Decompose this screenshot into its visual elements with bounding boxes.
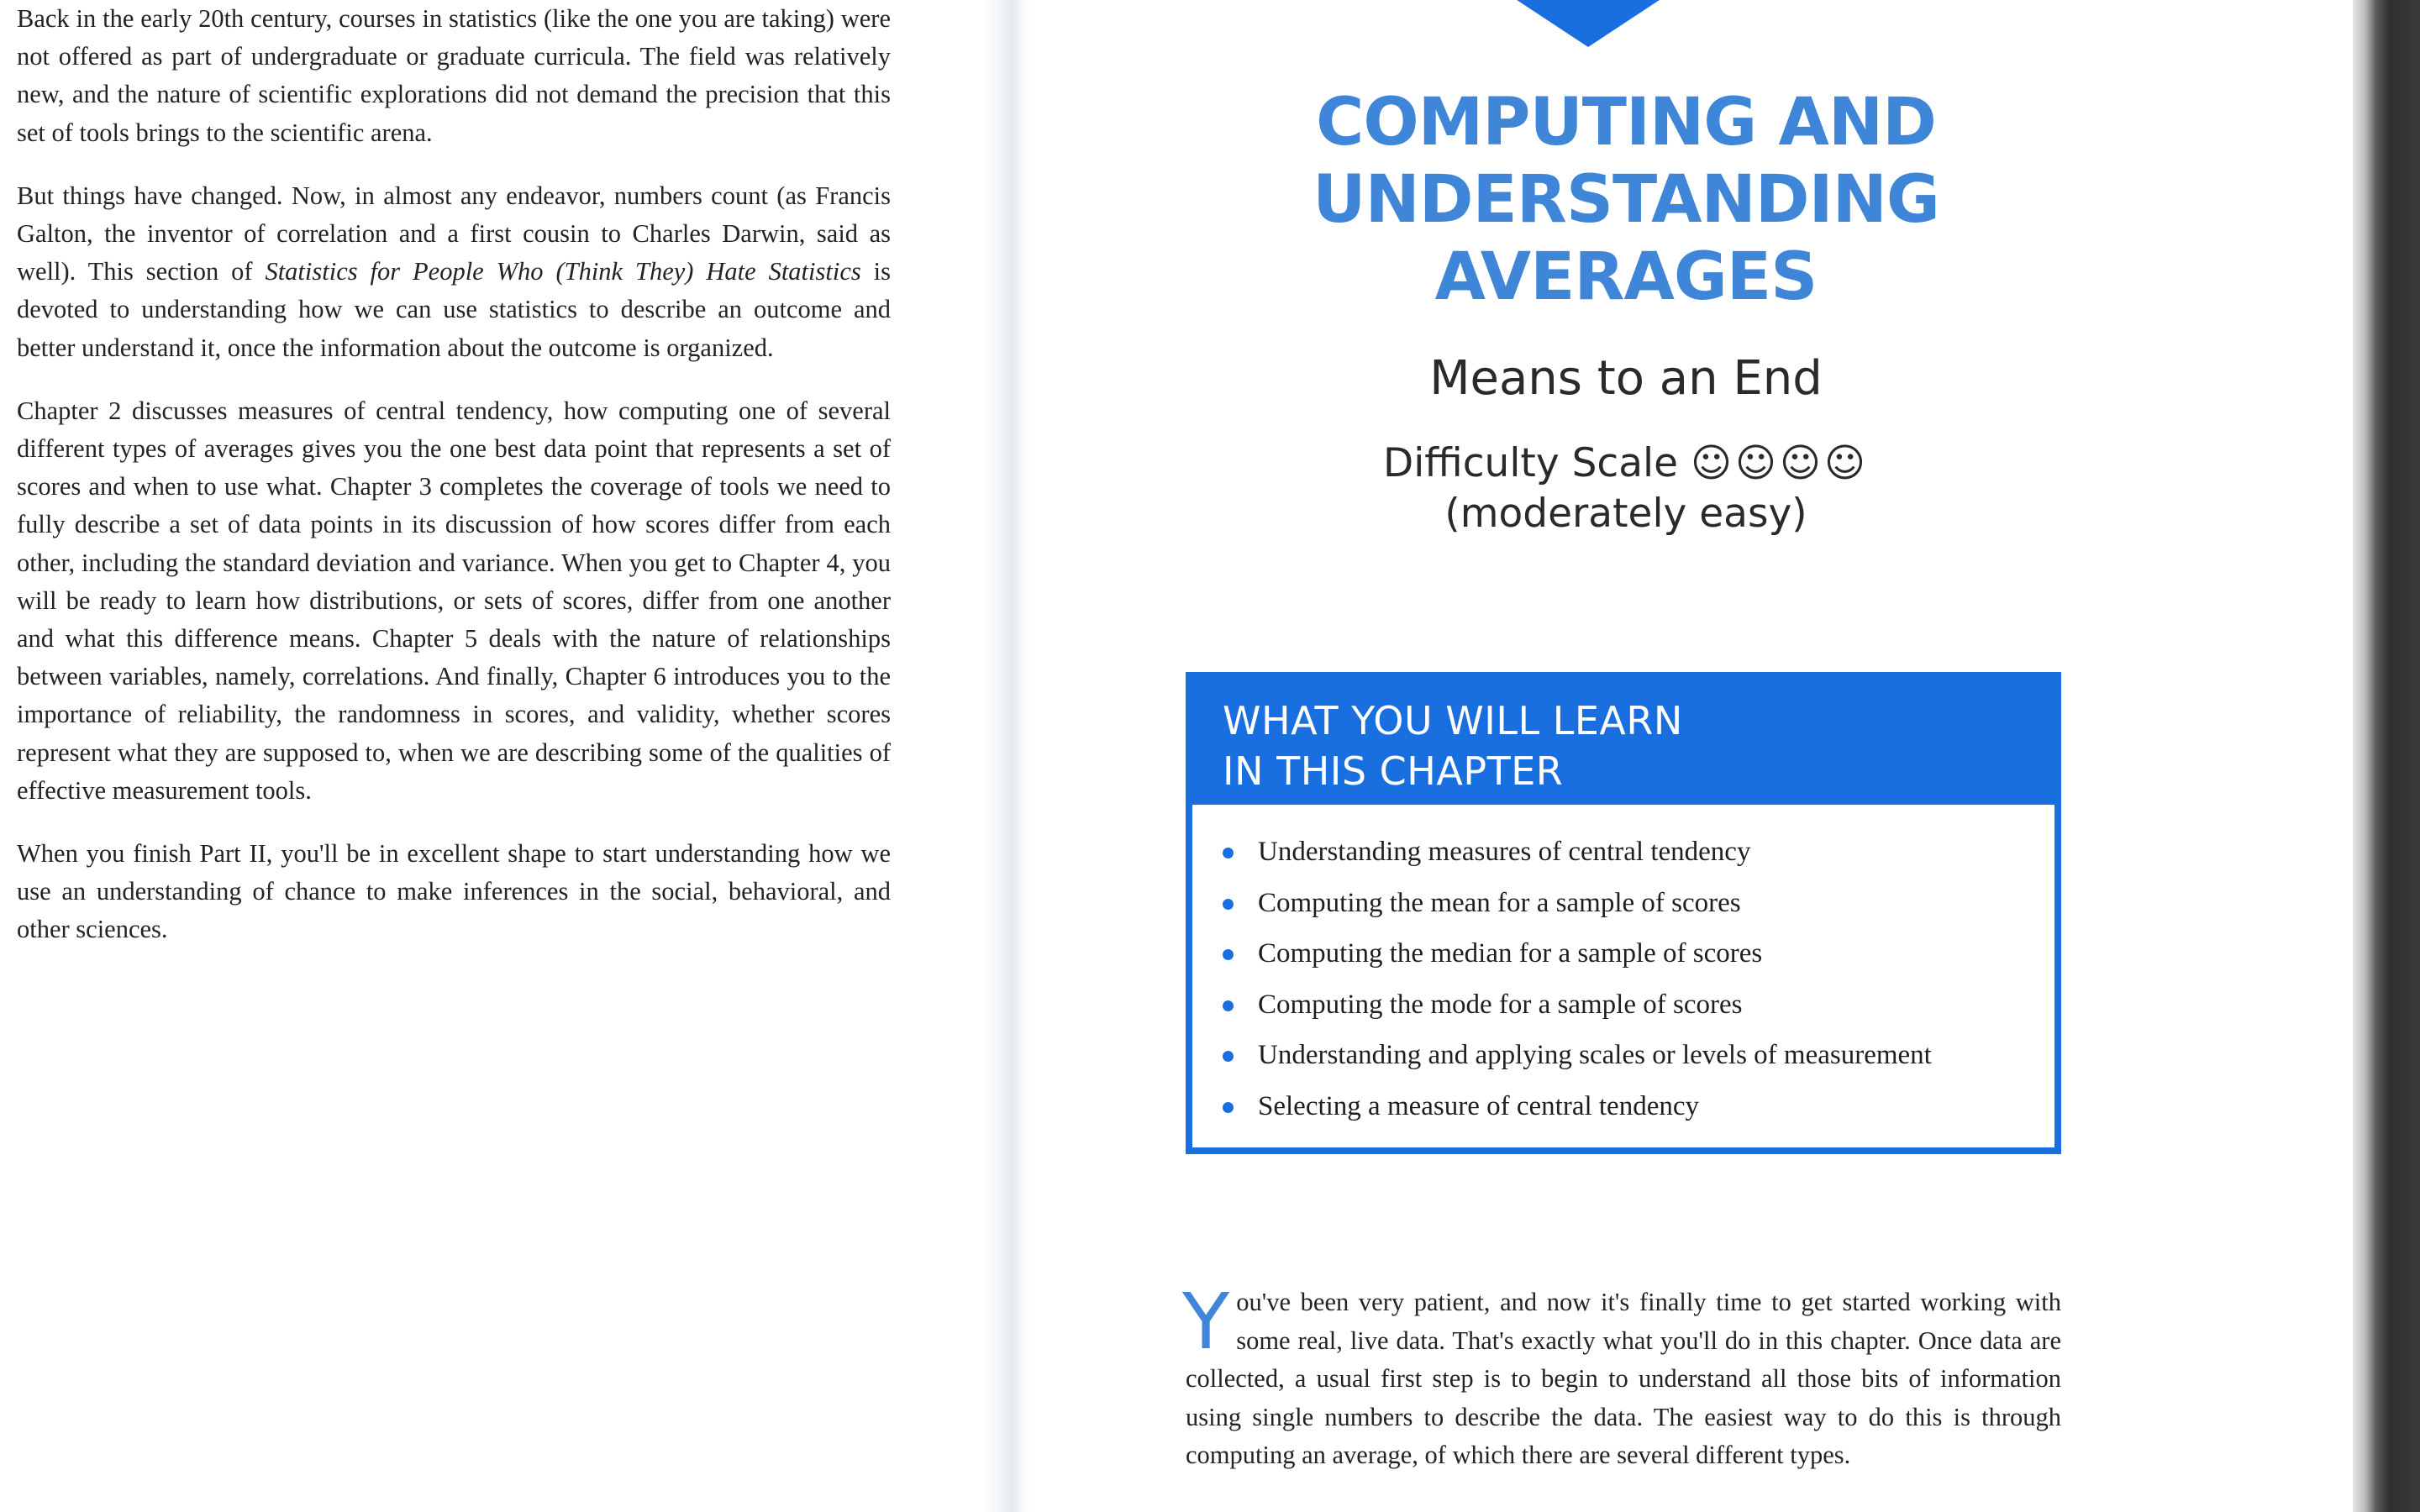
chapter-title xyxy=(1239,84,2012,316)
difficulty-label: Difficulty Scale xyxy=(1383,440,1679,486)
bullet-dot-icon xyxy=(1223,1051,1234,1062)
list-item-text: Computing the mean for a sample of scores xyxy=(1258,887,1741,918)
chapter-subtitle: Means to an End xyxy=(1429,351,1823,406)
learning-header-line-1: WHAT YOU WILL LEARN xyxy=(1223,698,1683,743)
chapter-marker-chevron xyxy=(1504,0,1672,47)
part-intro-text xyxy=(17,0,891,974)
list-item xyxy=(1223,878,2054,929)
list-item xyxy=(1223,928,2054,979)
paragraph-1-text: Back in the early 20th century, courses in statistics (like the one you are taking) were not offered as part of undergraduate or graduate curricula. The field was relatively new, and the nature of scientific explorations did not demand the precision that this set of tools brings to the scientific arena. xyxy=(17,4,891,147)
paragraph-2 xyxy=(17,177,891,367)
list-item-text: Understanding measures of central tendency xyxy=(1258,837,1751,867)
paragraph-4 xyxy=(17,835,891,949)
learning-objectives-box xyxy=(1186,672,2061,1154)
list-item xyxy=(1223,1081,2054,1132)
list-item-text: Understanding and applying scales or levels of measurement xyxy=(1258,1040,1932,1070)
learning-header-line-2: IN THIS CHAPTER xyxy=(1223,748,1564,794)
learning-objectives-list xyxy=(1192,805,2054,1131)
paragraph-2-text-end: is devoted to understanding how we can use statistics to describe an outcome and better understand it, once the information about the outcome is organized. xyxy=(17,257,891,362)
list-item xyxy=(1223,827,2054,878)
bullet-dot-icon xyxy=(1223,899,1234,910)
paragraph-3 xyxy=(17,392,891,810)
book-gutter xyxy=(983,0,1034,1512)
drop-cap: Y xyxy=(1182,1277,1230,1367)
chapter-title-line-1: COMPUTING AND xyxy=(1316,85,1936,160)
bullet-dot-icon xyxy=(1223,848,1234,858)
smiley-face-icons: ☺☺☺☺ xyxy=(1690,440,1869,486)
chapter-title-line-3: AVERAGES xyxy=(1434,239,1818,315)
learning-objectives-header xyxy=(1192,679,2054,805)
paragraph-1 xyxy=(17,0,891,152)
bullet-dot-icon xyxy=(1223,1000,1234,1011)
bullet-dot-icon xyxy=(1223,949,1234,960)
paragraph-4-text: When you finish Part II, you'll be in excellent shape to start understanding how we use an understanding of chance to make inferences in the social, behavioral, and other sciences. xyxy=(17,839,891,944)
list-item-text: Computing the median for a sample of scores xyxy=(1258,938,1763,969)
difficulty-scale xyxy=(1239,438,2012,539)
list-item-text: Selecting a measure of central tendency xyxy=(1258,1090,1700,1121)
list-item xyxy=(1223,1030,2054,1081)
list-item-text: Computing the mode for a sample of scores xyxy=(1258,989,1743,1020)
intro-text: ou've been very patient, and now it's finally time to get started working with some real, live data. That's exactly what you'll do in this chapter. Once data are collected, a usual first step is to begin to understand all those bits of information using single numbers to describe the data. The easiest way to do this is through computing an average, of which there are several different types. xyxy=(1186,1288,2061,1470)
chapter-title-line-2: UNDERSTANDING xyxy=(1313,162,1939,238)
paragraph-3-text: Chapter 2 discusses measures of central tendency, how computing one of several different types of averages gives you the one best data point that represents a set of scores and when to use what. Chapter 3 completes the coverage of tools we need to fully describe a set of data points in its discussion of how scores differ from each other, including the standard deviation and variance. When you get to Chapter 4, you will be ready to learn how distributions, or sets of scores, differ from one another and what this difference means. Chapter 5 deals with the nature of relationships between variables, namely, correlations. And finally, Chapter 6 introduces you to the importance of reliability, the randomness in scores, and validity, whether scores represent what they are supposed to, when we are describing some of the qualities of effective measurement tools. xyxy=(17,396,891,805)
book-title-italic: Statistics for People Who (Think They) Hate Statistics xyxy=(265,257,861,286)
difficulty-note: (moderately easy) xyxy=(1444,491,1807,537)
bullet-dot-icon xyxy=(1223,1102,1234,1113)
paragraph-2-text-start: But things have changed. Now, in almost any endeavor, numbers count (as Francis Galton, the inventor of correlation and a first cousin to Charles Darwin, said as well). This section of xyxy=(17,181,891,286)
list-item xyxy=(1223,979,2054,1031)
page-edge-shadow xyxy=(2353,0,2420,1512)
left-page xyxy=(0,0,1008,1512)
chapter-intro-paragraph xyxy=(1182,1277,2061,1475)
